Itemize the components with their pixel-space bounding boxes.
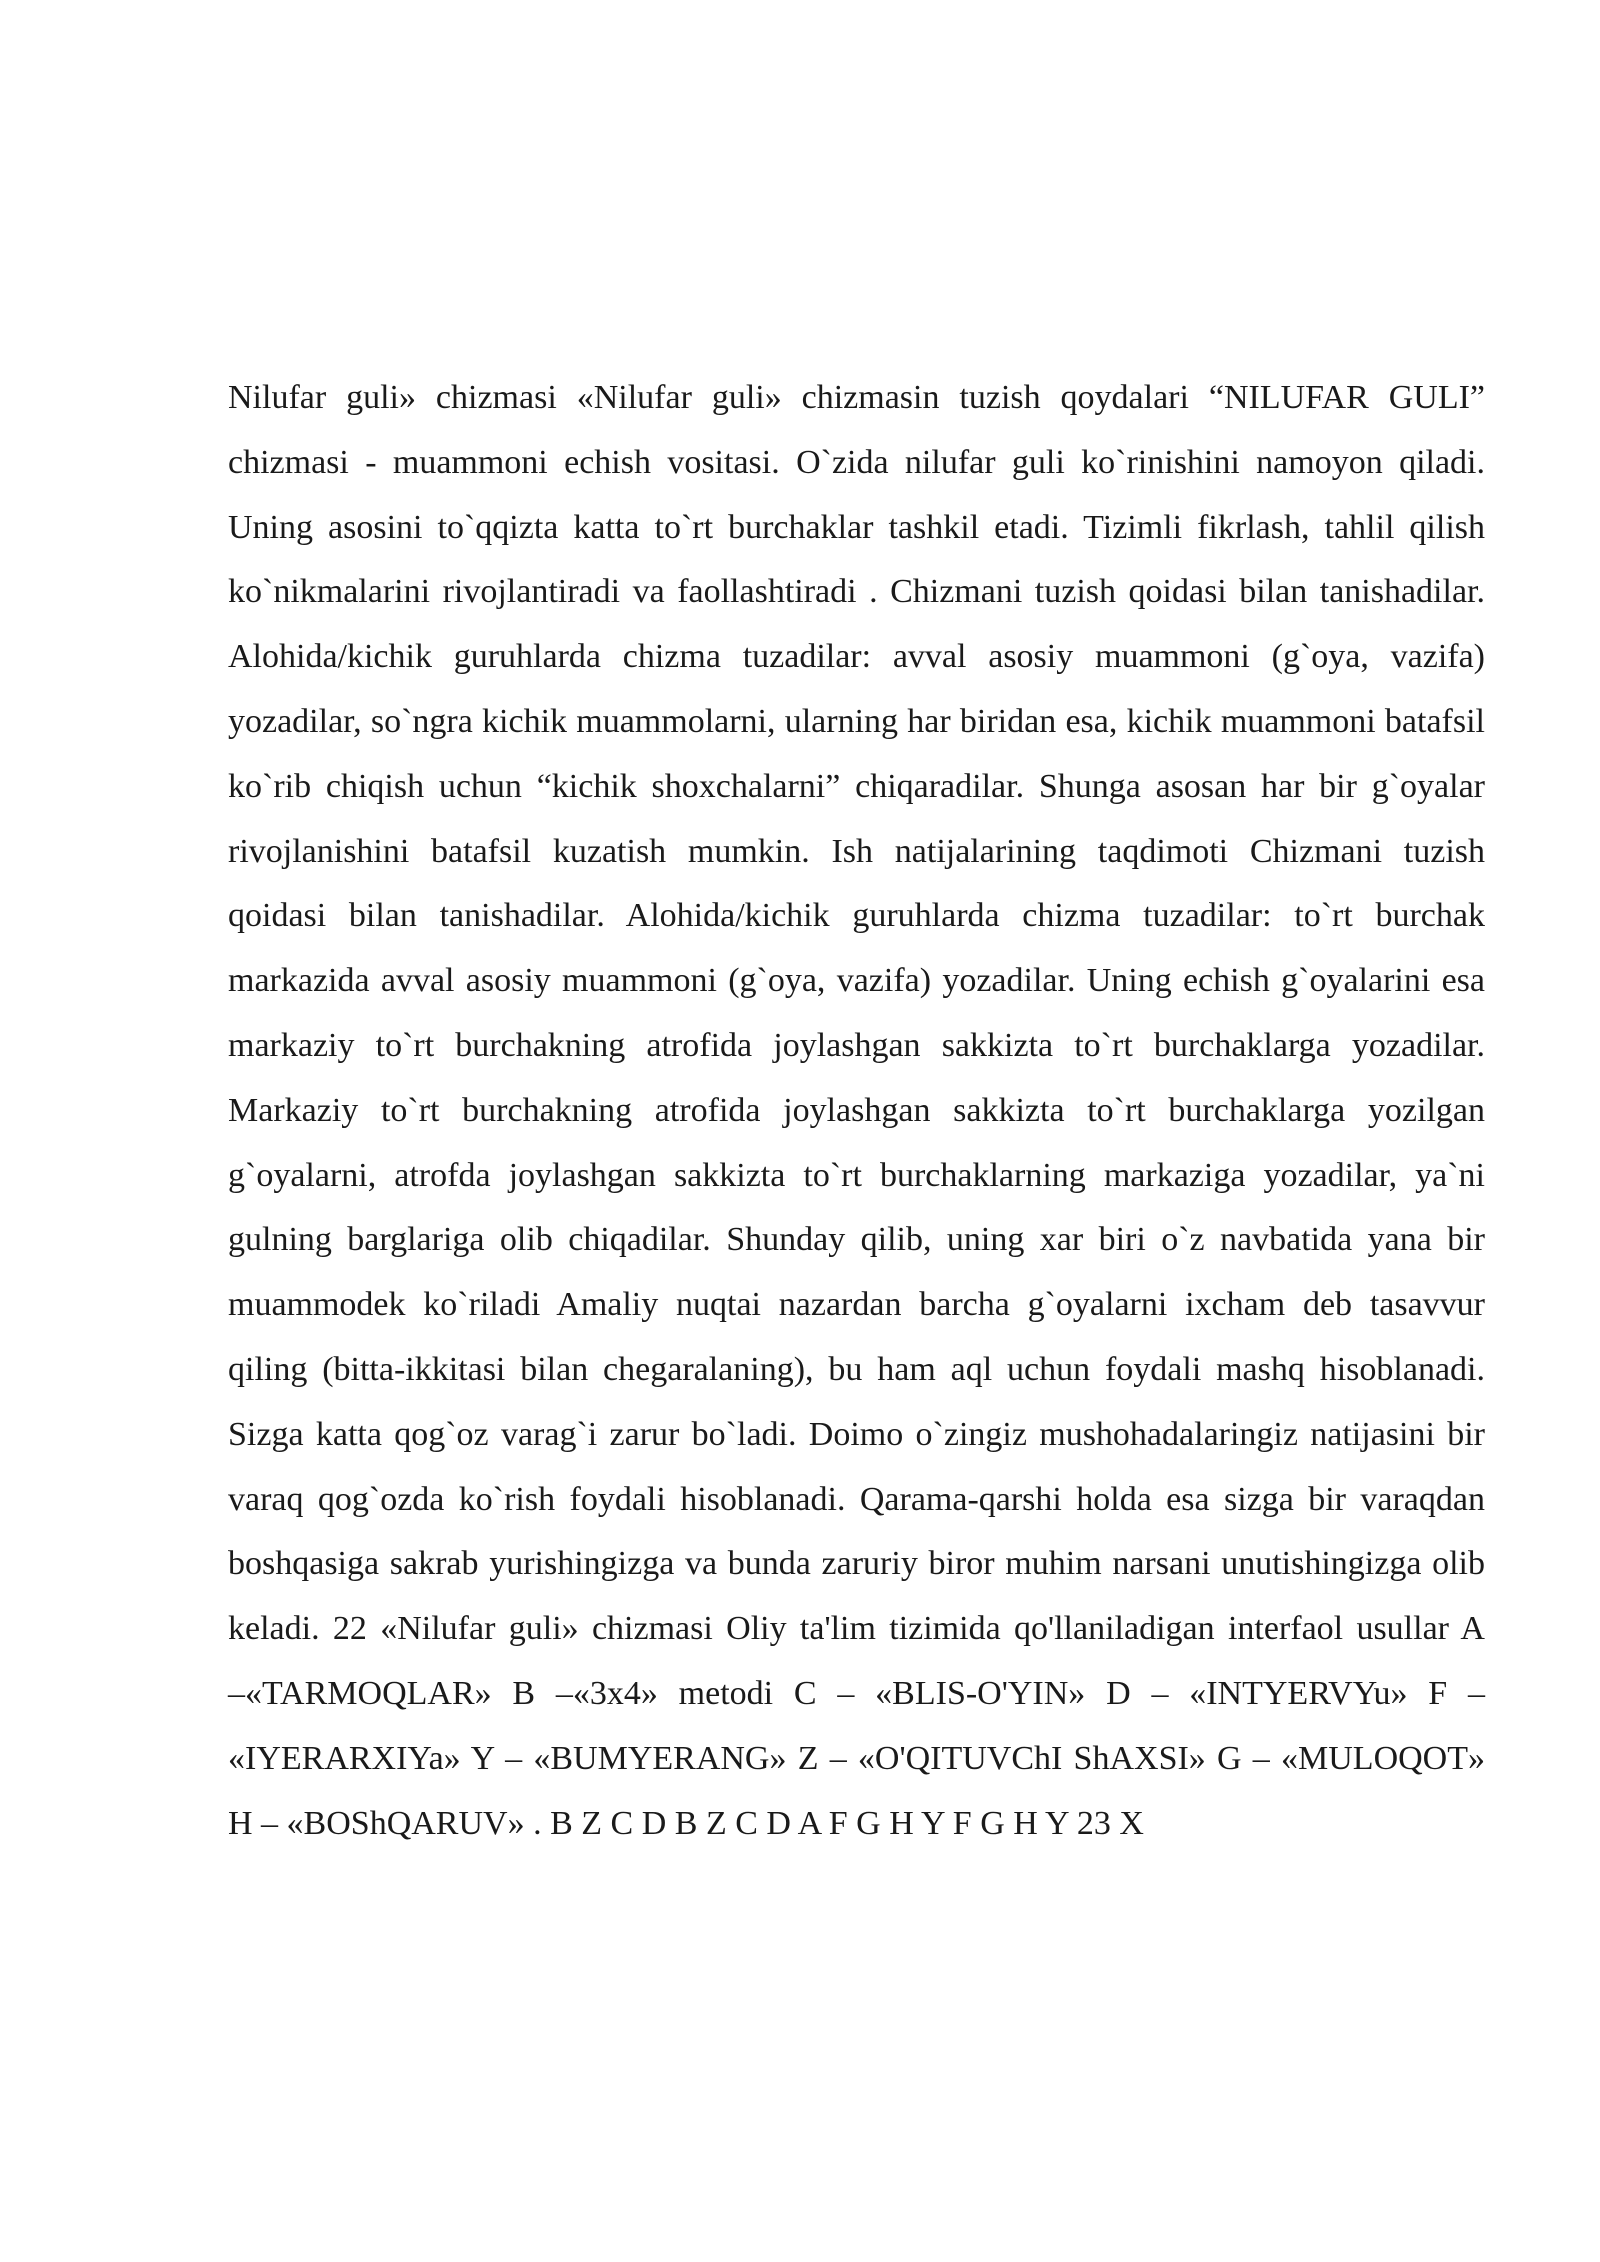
body-paragraph: Nilufar guli» chizmasi «Nilufar guli» chizmasin tuzish qoydalari “NILUFAR GULI” chizmasi - muammoni echish vositasi. O`zida nilufar guli ko`rinishini namoyon qiladi. Uning asosini to`qqizta katta to`rt burchaklar tashkil etadi. Tizimli fikrlash, tahlil qilish ko`nikmalarini rivojlantiradi va faollashtiradi . Chizmani tuzish qoidasi bilan tanishadilar. Alohida/kichik guruhlarda chizma tuzadilar: avval asosiy muammoni (g`oya, vazifa) yozadilar, so`ngra kichik muammolarni, ularning har biridan esa, kichik muammoni batafsil ko`rib chiqish uchun “kichik shoxchalarni” chiqaradilar. Shunga asosan har bir g`oyalar rivojlanishini batafsil kuzatish mumkin. Ish natijalarining taqdimoti Chizmani tuzish qoidasi bilan tanishadilar. Alohida/kichik guruhlarda chizma tuzadilar: to`rt burchak markazida avval asosiy muammoni (g`oya, vazifa) yozadilar. Uning echish g`oyalarini esa markaziy to`rt burchakning atrofida joylashgan sakkizta to`rt burchaklarga yozadilar. Markaziy to`rt burchakning atrofida joylashgan sakkizta to`rt burchaklarga yozilgan g`oyalarni, atrofda joylashgan sakkizta to`rt burchaklarning markaziga yozadilar, ya`ni gulning barglariga olib chiqadilar. Shunday qilib, uning xar biri o`z navbatida yana bir muammodek ko`riladi Amaliy nuqtai nazardan barcha g`oyalarni ixcham deb tasavvur qiling (bitta-ikkitasi bilan chegaralaning), bu ham aql uchun foydali mashq hisoblanadi. Sizga katta qog`oz varag`i zarur bo`ladi. Doimo o`zingiz mushohadalaringiz natijasini bir varaq qog`ozda ko`rish foydali hisoblanadi. Qarama-qarshi holda esa sizga bir varaqdan boshqasiga sakrab yurishingizga va bunda zaruriy biror muhim narsani unutishingizga olib keladi. 22 «Nilufar guli» chizmasi Oliy ta'lim tizimida qo'llaniladigan interfaol usullar A –«TARMOQLAR» B –«3x4» metodi C – «BLIS-O'YIN» D – «INTYERVYu» F – «IYERARXIYa» Y – «BUMYERANG» Z – «O'QITUVChI ShAXSI» G – «MULOQOT» H – «BOShQARUV» . B Z C D B Z C D A F G H Y F G H Y 23 X <box>228 379 1485 1842</box>
